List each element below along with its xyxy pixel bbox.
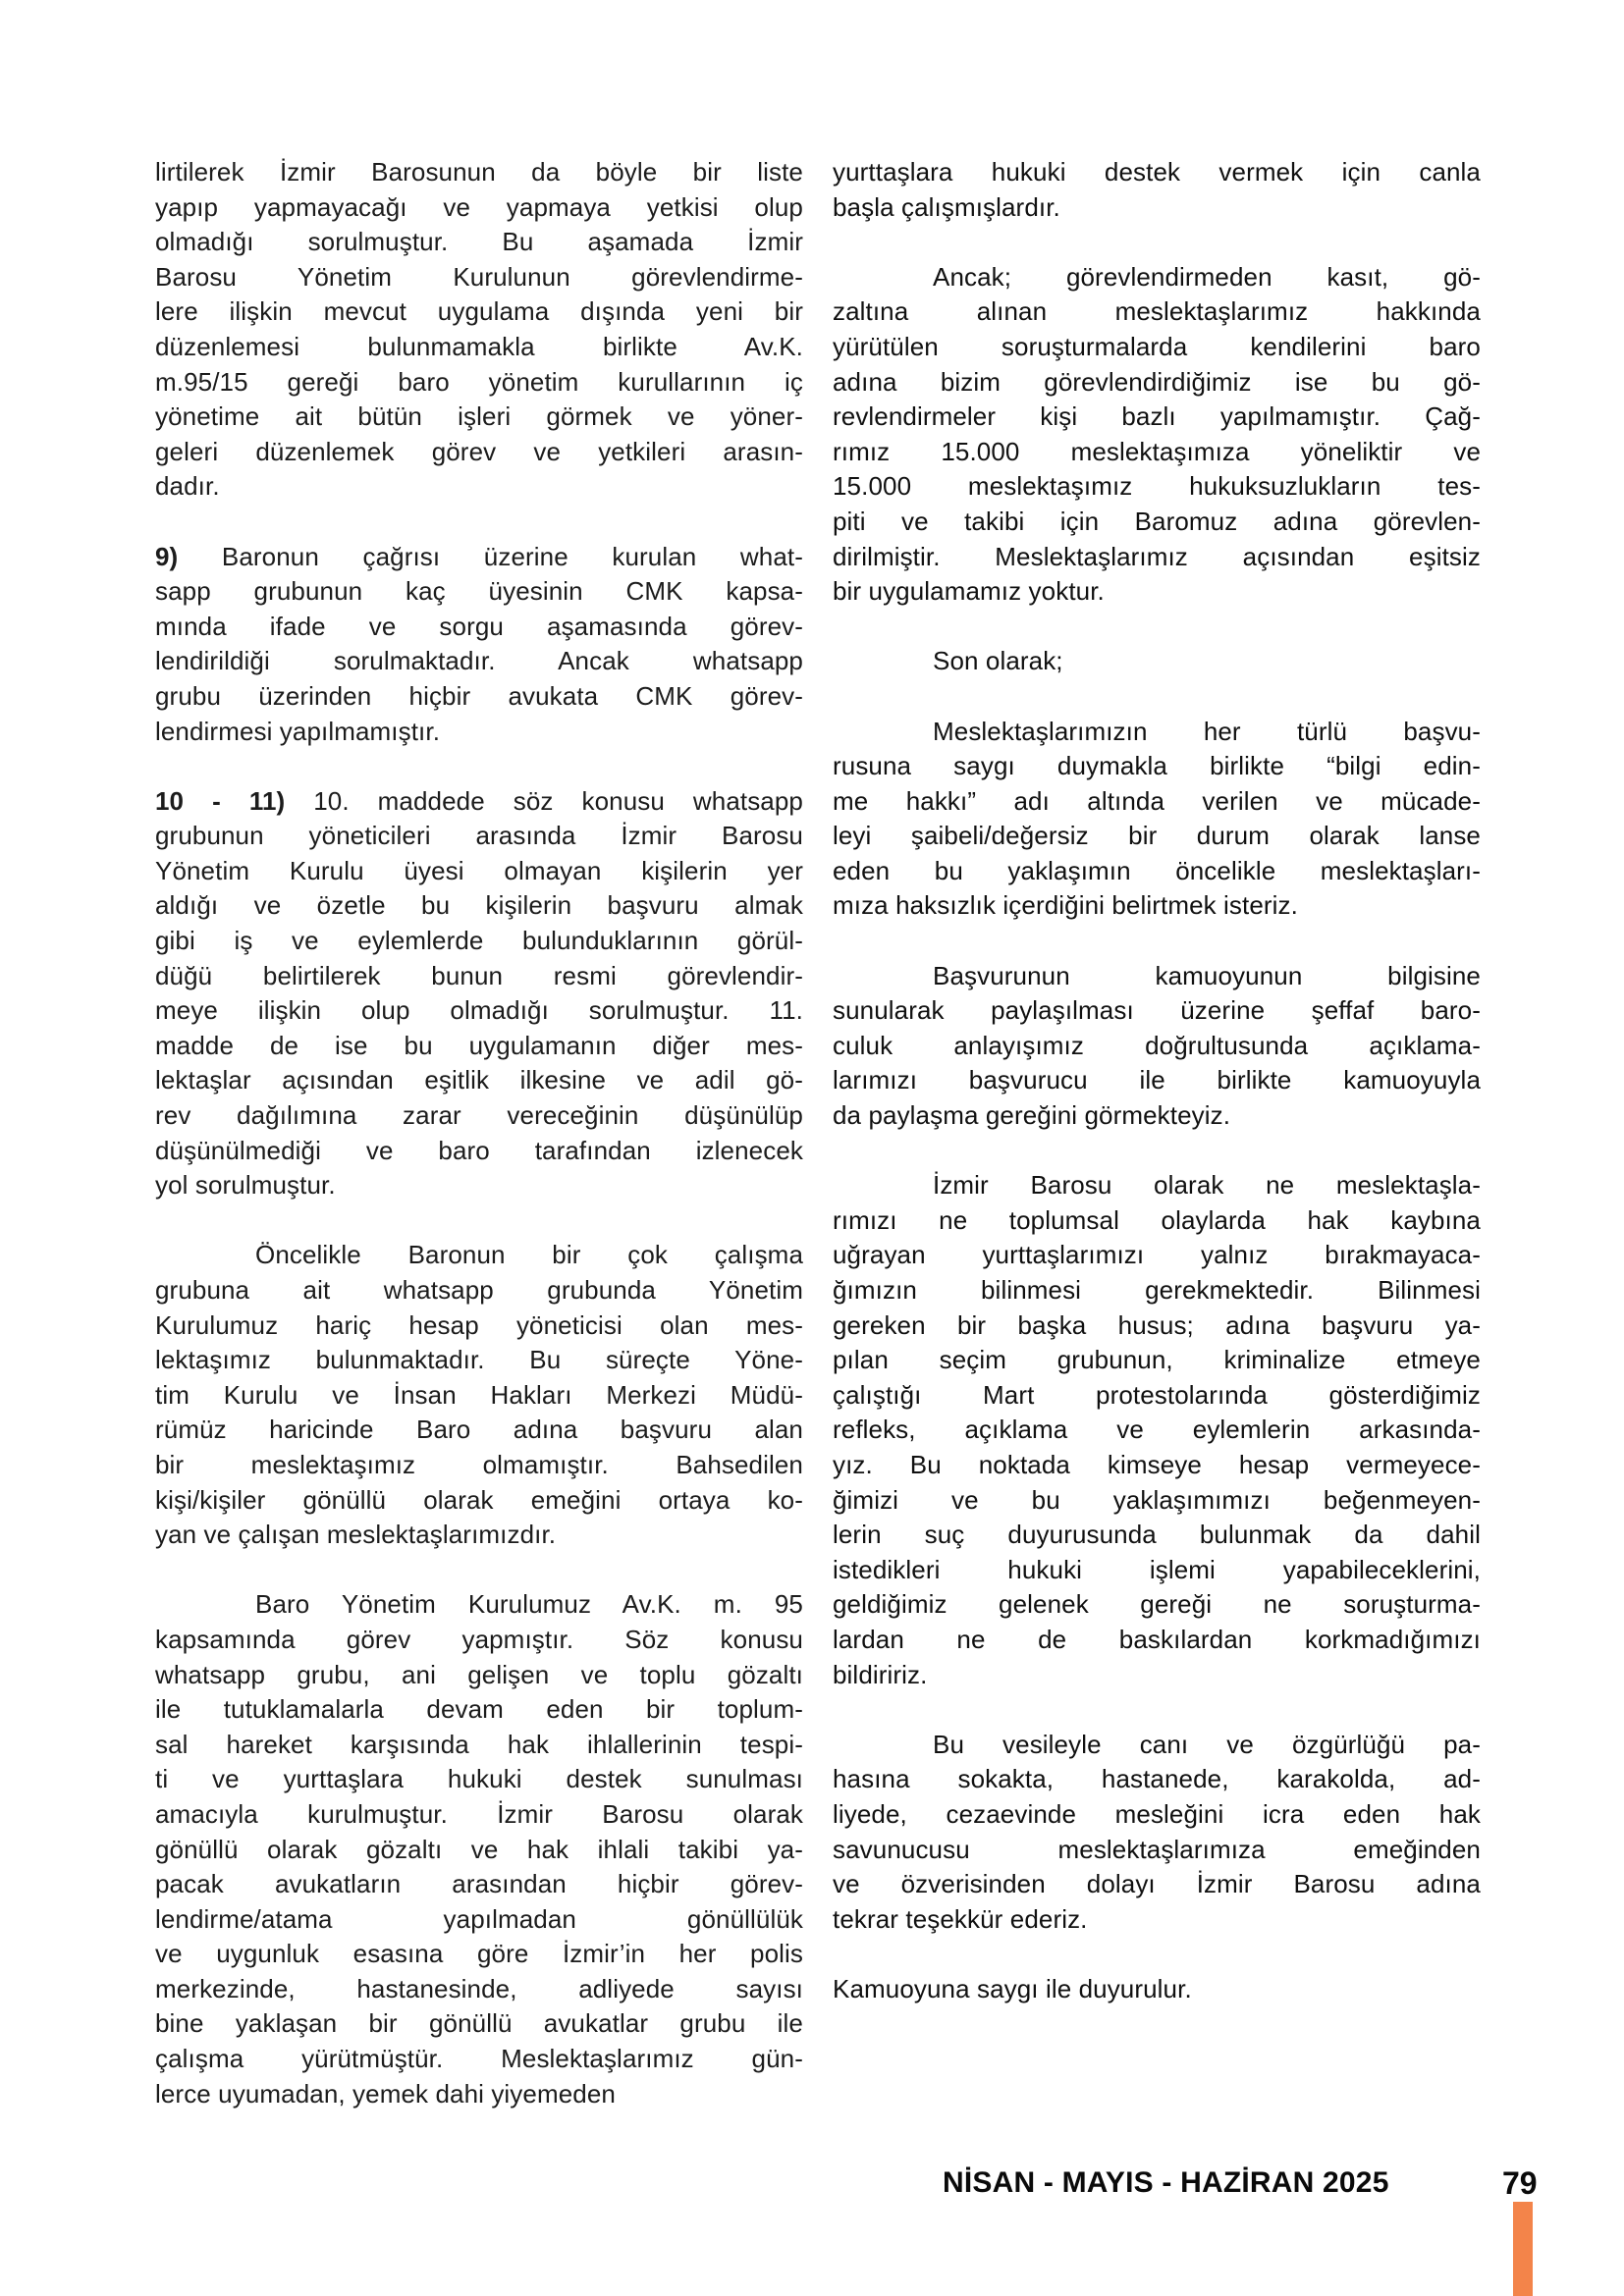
text-line [833,1203,1481,1239]
paragraph [833,959,1481,1134]
text-line [833,1518,1481,1553]
line-text: çalıştığı Mart protestolarında gösterdiğimiz [833,1379,1481,1410]
line-text: lerin suç duyurusunda bulunmak da dahil [833,1520,1481,1550]
text-line [155,225,803,260]
line-text: da paylaşma gereğini görmekteyiz. [833,1100,1231,1131]
text-line [155,1134,803,1169]
line-text: zaltına alınan meslektaşlarımız hakkında [833,296,1481,327]
paragraph [155,155,803,505]
line-text: ğimizi ve bu yaklaşımımızı beğenmeyen- [833,1484,1481,1515]
paragraph [155,1238,803,1552]
text-line [155,924,803,959]
text-line [833,854,1481,889]
text-line [155,610,803,645]
text-line [155,1728,803,1763]
text-line [155,1308,803,1344]
line-text: revlendirmeler kişi bazlı yapılmamıştır. Çağ- [833,401,1481,432]
line-text: ğımızın bilinmesi gerekmektedir. Bilinmesi [833,1275,1481,1305]
line-text: pacak avukatların arasından hiçbir görev- [155,1869,803,1899]
text-line [833,1587,1481,1623]
paragraph [833,260,1481,610]
text-line [833,1623,1481,1658]
line-text: dirilmiştir. Meslektaşlarımız açısından eşitsiz [833,541,1481,571]
right-column [833,155,1481,2042]
line-text: savunucusu meslektaşlarımıza emeğinden [833,1834,1481,1864]
text-line [155,1168,803,1203]
text-line [833,1728,1481,1763]
line-text: ile tutuklamalarla devam eden bir toplum- [155,1694,803,1725]
text-line [155,1658,803,1693]
text-line [833,1238,1481,1273]
line-text: Ancak; görevlendirmeden kasıt, gö- [933,261,1481,292]
text-line [833,294,1481,330]
line-text: yurttaşlara hukuki destek vermek için canla [833,157,1481,187]
text-line [155,993,803,1029]
line-text: bir uygulamamız yoktur. [833,576,1105,607]
text-line [155,1797,803,1833]
paragraph [155,1587,803,2111]
line-text: merkezinde, hastanesinde, adliyede sayısı [155,1973,803,2003]
line-text: tekrar teşekkür ederiz. [833,1903,1088,1934]
line-text: mında ifade ve sorgu aşamasında görev- [155,611,803,641]
text-line [155,155,803,190]
text-line [155,888,803,924]
line-text: hasına sokakta, hastanede, karakolda, ad- [833,1764,1481,1794]
text-line [833,1168,1481,1203]
line-text: yız. Bu noktada kimseye hesap vermeyece- [833,1449,1481,1479]
text-line [155,1238,803,1273]
line-text: yan ve çalışan meslektaşlarımızdır. [155,1520,557,1550]
line-text: rusuna saygı duymakla birlikte “bilgi edin- [833,751,1481,781]
text-line [155,294,803,330]
text-line [833,505,1481,540]
text-line [155,2077,803,2112]
text-line [833,959,1481,994]
paragraph [833,644,1481,679]
line-text: piti ve takibi için Baromuz adına görevlen- [833,506,1481,536]
text-line [833,155,1481,190]
line-text: rümüz haricinde Baro adına başvuru alan [155,1415,803,1445]
line-text: lardan ne de baskılardan korkmadığımızı [833,1624,1481,1654]
line-text: adına bizim görevlendirdiğimiz ise bu gö- [833,366,1481,397]
line-text: lere ilişkin mevcut uygulama dışında yeni bir [155,296,803,327]
text-line [155,2042,803,2077]
text-line [833,1063,1481,1098]
text-line [155,469,803,505]
text-line [833,540,1481,575]
text-line [833,1483,1481,1519]
text-line [833,330,1481,365]
paragraph [833,1168,1481,1692]
text-line [833,1797,1481,1833]
line-text: Yönetim Kurulu üyesi olmayan kişilerin yer [155,855,803,885]
line-text: Baronun çağrısı üzerine kurulan what- [178,541,803,571]
text-line [155,330,803,365]
line-text: lendirmesi yapılmamıştır. [155,716,441,746]
line-text: kapsamında görev yapmıştır. Söz konusu [155,1624,803,1654]
left-column [155,155,803,2147]
line-text: sunularak paylaşılması üzerine şeffaf baro- [833,995,1481,1026]
text-line [155,1378,803,1414]
text-line [833,1972,1481,2007]
text-line [155,1518,803,1553]
line-text: sal hareket karşısında hak ihlallerinin tespi- [155,1729,803,1759]
text-line [833,1378,1481,1414]
line-text: geldiğimiz gelenek gereği ne soruşturma- [833,1589,1481,1620]
text-line [833,260,1481,295]
line-text: larımızı başvurucu ile birlikte kamuoyuyla [833,1065,1481,1095]
text-line [833,888,1481,924]
text-line [833,469,1481,505]
line-text: düğü belirtilerek bunun resmi görevlendir- [155,960,803,990]
line-text: grubuna ait whatsapp grubunda Yönetim [155,1275,803,1305]
text-line [833,190,1481,226]
text-line [155,1867,803,1902]
text-line [155,400,803,435]
line-text: madde de ise bu uygulamanın diğer mes- [155,1030,803,1060]
line-text: sapp grubunun kaç üyesinin CMK kapsa- [155,576,803,607]
line-text: eden bu yaklaşımın öncelikle meslektaşları- [833,855,1481,885]
accent-bar [1513,2202,1533,2296]
text-line [155,644,803,679]
line-text: Bu vesileyle canı ve özgürlüğü pa- [933,1729,1481,1759]
text-line [833,1273,1481,1308]
line-text: düzenlemesi bulunmamakla birlikte Av.K. [155,331,803,361]
page-number: 79 [1502,2165,1538,2201]
line-text: tim Kurulu ve İnsan Hakları Merkezi Müdü- [155,1379,803,1410]
line-text: Öncelikle Baronun bir çok çalışma [255,1240,803,1270]
text-line [155,540,803,575]
paragraph [155,784,803,1203]
text-line [833,1448,1481,1483]
paragraph [833,1728,1481,1938]
text-line [155,2006,803,2042]
text-line [155,1063,803,1098]
line-text: yol sorulmuştur. [155,1170,336,1201]
line-text: Son olarak; [933,646,1063,676]
text-line [833,1343,1481,1378]
text-line [833,574,1481,610]
line-text: yönetime ait bütün işleri görmek ve yöner- [155,401,803,432]
line-text: gibi iş ve eylemlerde bulunduklarının görül- [155,926,803,956]
text-line [155,1972,803,2007]
text-line [833,1413,1481,1448]
line-text: lerce uyumadan, yemek dahi yiyemeden [155,2078,616,2109]
item-number: 10 - 11) [155,785,286,816]
line-text: Meslektaşlarımızın her türlü başvu- [933,716,1481,746]
line-text: rımız 15.000 meslektaşımıza yöneliktir ve [833,436,1481,466]
line-text: lirtilerek İzmir Barosunun da böyle bir liste [155,157,803,187]
item-number: 9) [155,541,179,571]
line-text: 15.000 meslektaşımız hukuksuzlukların tes- [833,471,1481,502]
paragraph [833,155,1481,225]
line-text: lektaşımız bulunmaktadır. Bu süreçte Yöne- [155,1345,803,1375]
line-text: kişi/kişiler gönüllü olarak emeğini ortaya ko- [155,1484,803,1515]
line-text: bine yaklaşan bir gönüllü avukatlar grubu ile [155,2008,803,2039]
line-text: Kurulumuz hariç hesap yöneticisi olan mes- [155,1309,803,1340]
text-line [833,1833,1481,1868]
text-line [155,1623,803,1658]
line-text: istedikleri hukuki işlemi yapabileceklerini, [833,1554,1481,1584]
text-line [155,959,803,994]
text-line [155,435,803,470]
line-text: başla çalışmışlardır. [833,191,1060,222]
line-text: uğrayan yurttaşlarımızı yalnız bırakmayaca- [833,1240,1481,1270]
text-line [155,1762,803,1797]
text-line [833,1553,1481,1588]
line-text: bildiririz. [833,1659,928,1689]
text-line [155,819,803,854]
text-line [155,365,803,400]
text-line [155,715,803,750]
line-text: ve özverisinden dolayı İzmir Barosu adına [833,1869,1481,1899]
text-line [833,644,1481,679]
text-line [155,1483,803,1519]
line-text: ve uygunluk esasına göre İzmir’in her polis [155,1939,803,1969]
line-text: 10. maddede söz konusu whatsapp [285,785,803,816]
text-line [155,679,803,715]
text-line [155,1587,803,1623]
line-text: mıza haksızlık içerdiğini belirtmek isteriz. [833,890,1298,921]
line-text: lektaşlar açısından eşitlik ilkesine ve adil gö- [155,1065,803,1095]
line-text: geleri düzenlemek görev ve yetkileri arasın- [155,436,803,466]
text-line [833,365,1481,400]
text-line [155,1448,803,1483]
paragraph [833,715,1481,925]
text-line [155,1029,803,1064]
line-text: çalışma yürütmüştür. Meslektaşlarımız gün- [155,2044,803,2074]
text-line [833,819,1481,854]
text-line [833,1098,1481,1134]
line-text: m.95/15 gereği baro yönetim kurullarının iç [155,366,803,397]
line-text: düşünülmediği ve baro tarafından izlenecek [155,1135,803,1165]
line-text: dadır. [155,471,220,502]
line-text: meye ilişkin olup olmadığı sorulmuştur. 11. [155,995,803,1026]
line-text: leyi şaibeli/değersiz bir durum olarak lanse [833,821,1481,851]
line-text: rımızı ne toplumsal olaylarda hak kaybına [833,1204,1481,1235]
text-line [833,1867,1481,1902]
line-text: lendirme/atama yapılmadan gönüllülük [155,1903,803,1934]
line-text: yapıp yapmayacağı ve yapmaya yetkisi olup [155,191,803,222]
line-text: refleks, açıklama ve eylemlerin arkasında- [833,1415,1481,1445]
line-text: yürütülen soruşturmalarda kendilerini baro [833,331,1481,361]
text-line [833,1762,1481,1797]
line-text: Barosu Yönetim Kurulunun görevlendirme- [155,261,803,292]
text-line [155,784,803,820]
line-text: aldığı ve özetle bu kişilerin başvuru almak [155,890,803,921]
paragraph [833,1972,1481,2007]
text-line [155,1937,803,1972]
text-line [155,1413,803,1448]
line-text: Baro Yönetim Kurulumuz Av.K. m. 95 [255,1589,803,1620]
text-line [155,1692,803,1728]
line-text: ti ve yurttaşlara hukuki destek sunulması [155,1764,803,1794]
text-line [833,435,1481,470]
text-line [833,784,1481,820]
text-line [155,1343,803,1378]
line-text: amacıyla kurulmuştur. İzmir Barosu olarak [155,1798,803,1829]
text-line [155,1273,803,1308]
line-text: whatsapp grubu, ani gelişen ve toplu gözaltı [155,1659,803,1689]
line-text: grubunun yöneticileri arasında İzmir Barosu [155,821,803,851]
line-text: bir meslektaşımız olmamıştır. Bahsedilen [155,1449,803,1479]
text-line [155,260,803,295]
text-line [833,400,1481,435]
line-text: lendirildiği sorulmaktadır. Ancak whatsapp [155,646,803,676]
line-text: me hakkı” adı altında verilen ve mücade- [833,785,1481,816]
text-line [833,1902,1481,1938]
line-text: gereken bir başka husus; adına başvuru ya- [833,1309,1481,1340]
line-text: grubu üzerinden hiçbir avukata CMK görev- [155,680,803,711]
line-text: Başvurunun kamuoyunun bilgisine [933,960,1481,990]
line-text: olmadığı sorulmuştur. Bu aşamada İzmir [155,227,803,257]
text-line [833,749,1481,784]
text-line [155,1833,803,1868]
text-line [155,574,803,610]
text-line [833,993,1481,1029]
paragraph [155,540,803,750]
line-text: culuk anlayışımız doğrultusunda açıklama- [833,1030,1481,1060]
line-text: rev dağılımına zarar vereceğinin düşünülüp [155,1100,803,1131]
line-text: gönüllü olarak gözaltı ve hak ihlali takibi ya- [155,1834,803,1864]
text-line [155,1902,803,1938]
text-line [155,854,803,889]
line-text: liyede, cezaevinde mesleğini icra eden hak [833,1798,1481,1829]
text-line [155,1098,803,1134]
text-line [833,1658,1481,1693]
text-line [833,1029,1481,1064]
line-text: Kamuoyuna saygı ile duyurulur. [833,1973,1192,2003]
text-line [833,715,1481,750]
line-text: İzmir Barosu olarak ne meslektaşla- [933,1170,1481,1201]
issue-label: NİSAN - MAYIS - HAZİRAN 2025 [943,2166,1389,2199]
line-text: pılan seçim grubunun, kriminalize etmeye [833,1345,1481,1375]
text-line [833,1308,1481,1344]
text-line [155,190,803,226]
